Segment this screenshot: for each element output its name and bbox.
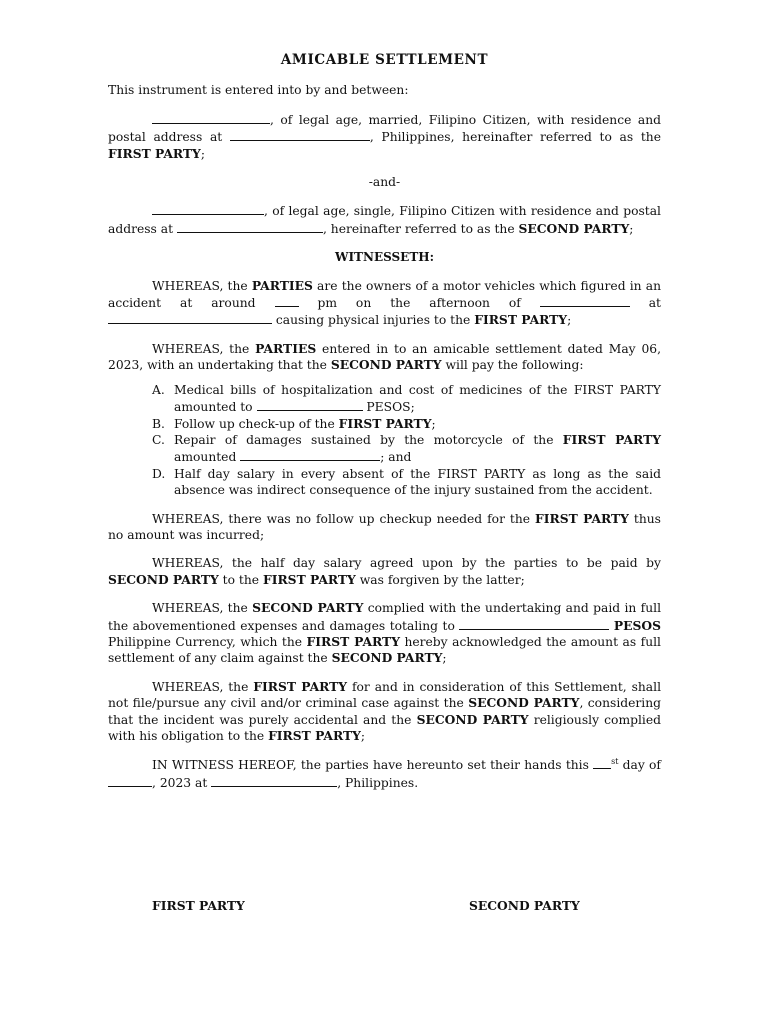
- intro-line: This instrument is entered into by and between:: [108, 83, 409, 98]
- repair-amount-blank: [240, 448, 380, 461]
- witness-paragraph: IN WITNESS HEREOF, the parties have hereunto set their hands this $^{st}$ day of , 2023 at , Philippines.: [108, 756, 661, 791]
- month-blank: [108, 774, 152, 787]
- medical-amount-blank: [257, 398, 363, 411]
- accident-time-blank: [275, 294, 299, 307]
- day-blank: [593, 756, 611, 769]
- second-party-signature-label: SECOND PARTY: [469, 898, 580, 913]
- signing-place-blank: [211, 774, 337, 787]
- whereas-paragraph-2: WHEREAS, the PARTIES entered in to an amicable settlement dated May 06, 2023, with an undertaking that the SECOND PARTY will pay the following:: [108, 340, 661, 373]
- second-party-address-blank: [177, 220, 323, 233]
- witnesseth-heading: WITNESSETH:: [334, 250, 435, 265]
- whereas-paragraph-3: WHEREAS, there was no follow up checkup needed for the FIRST PARTY thus no amount was incurred;: [108, 510, 661, 542]
- accident-date-blank: [540, 294, 630, 307]
- second-party-paragraph: , of legal age, single, Filipino Citizen with residence and postal address at , hereinafter referred to as the SECOND PARTY;: [108, 204, 661, 236]
- list-item-d: D. Half day salary in every absent of the FIRST PARTY as long as the said absence was indirect consequence of the injury sustained from the accident.: [152, 466, 661, 498]
- total-amount-blank: [459, 617, 609, 630]
- list-item-b: B. Follow up check-up of the FIRST PARTY;: [152, 415, 436, 431]
- first-party-name-blank: [152, 111, 270, 124]
- whereas-paragraph-6: WHEREAS, the FIRST PARTY for and in consideration of this Settlement, shall not file/pursue any civil and/or criminal case against the SECOND PARTY, considering that the incident was purely accidental and the SECOND PARTY religiously complied with his obligation to the FIRST PARTY;: [108, 678, 662, 743]
- first-party-address-blank: [230, 128, 370, 141]
- first-party-signature-label: FIRST PARTY: [152, 898, 245, 913]
- document-body: [108, 52, 661, 791]
- and-separator: -and-: [368, 175, 401, 190]
- undertaking-list: [152, 382, 661, 499]
- whereas-paragraph-5: WHEREAS, the SECOND PARTY complied with the undertaking and paid in full the abovementioned expenses and damages totaling to PESOS Philippine Currency, which the FIRST PARTY hereby acknowledged the amount as full settlement of any claim against the SECOND PARTY;: [108, 600, 662, 666]
- whereas-paragraph-4: WHEREAS, the half day salary agreed upon by the parties to be paid by SECOND PARTY to the FIRST PARTY was forgiven by the latter;: [108, 556, 661, 587]
- second-party-name-blank: [152, 202, 264, 215]
- whereas-paragraph-1: WHEREAS, the PARTIES are the owners of a motor vehicles which figured in an accident at around pm on the afternoon of at causing physical injuries to the FIRST PARTY;: [108, 277, 662, 328]
- list-item-c: C. Repair of damages sustained by the motorcycle of the FIRST PARTY amounted ; and: [152, 431, 661, 465]
- first-party-paragraph: , of legal age, married, Filipino Citizen, with residence and postal address at , Philippines, hereinafter referred to as the FIRST PARTY;: [108, 112, 661, 161]
- document-title: AMICABLE SETTLEMENT: [280, 52, 489, 68]
- accident-place-blank: [108, 311, 272, 324]
- list-item-a: A. Medical bills of hospitalization and cost of medicines of the FIRST PARTY amounted to PESOS;: [152, 382, 661, 415]
